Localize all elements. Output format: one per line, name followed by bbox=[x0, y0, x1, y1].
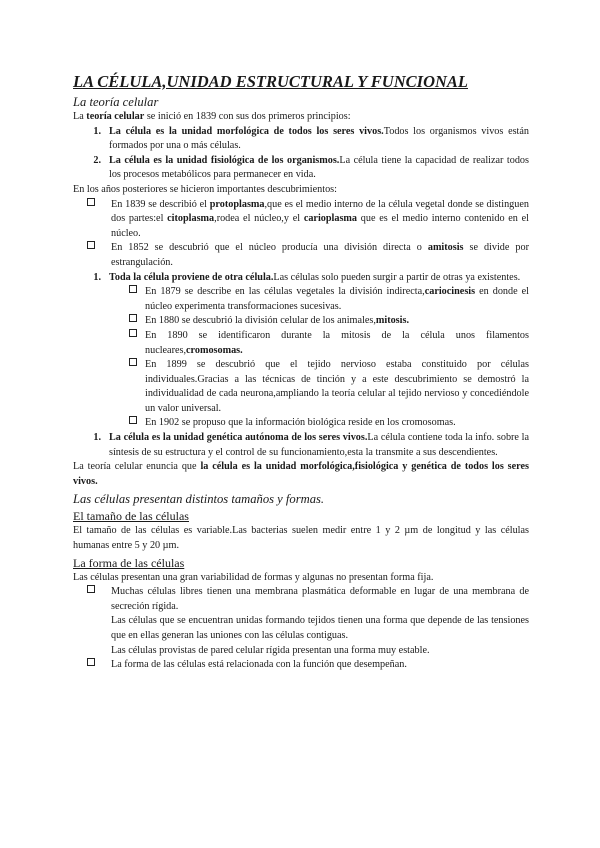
shape-continuation-1: Las células que se encuentran unidas formando tejidos tienen una forma que depende de las tensiones que en ellas generan las uniones con las células contiguas. bbox=[111, 615, 529, 641]
checkbox-bullet-icon bbox=[129, 416, 137, 424]
checkbox-bullet-icon bbox=[87, 585, 95, 593]
subheading-cell-shape: La forma de las células bbox=[73, 555, 185, 570]
section-heading-sizes-shapes: Las células presentan distintos tamaños y formas. bbox=[73, 492, 325, 507]
bullet-membrana: Muchas células libres tienen una membrana plasmática deformable en lugar de una membrana de secreción rígida. bbox=[73, 585, 529, 614]
checkbox-bullet-icon bbox=[87, 198, 95, 206]
checkbox-bullet-icon bbox=[129, 314, 137, 322]
cell-size-paragraph: El tamaño de las células es variable.Las bacterias suelen medir entre 1 y 2 µm de longitud y las células humanas entre 5 y 20 µm. bbox=[73, 525, 529, 552]
checkbox-bullet-icon bbox=[129, 358, 137, 366]
principle-1: 1. La célula es la unidad morfológica de todos los seres vivos.Todos los organismos vivos están formados por una o más células. bbox=[93, 125, 529, 152]
later-discoveries-text: En los años posteriores se hicieron importantes descubrimientos: bbox=[73, 183, 337, 195]
cell-shape-intro: Las células presentan una gran variabilidad de formas y algunas no presentan forma fija. bbox=[73, 571, 434, 583]
bullet-informacion-biologica: En 1902 se propuso que la información biológica reside en los cromosomas. bbox=[73, 416, 529, 431]
bullet-cariocinesis: En 1879 se describe en las células vegetales la división indirecta,cariocinesis en donde el núcleo experimenta transformaciones sucesivas. bbox=[73, 285, 529, 314]
principle-3: 1. Toda la célula proviene de otra célula.Las células solo pueden surgir a partir de otras ya existentes. bbox=[93, 271, 521, 283]
principle-2: 2. La célula es la unidad fisiológica de los organismos.La célula tiene la capacidad de realizar todos los procesos metabólicos para permanecer en vida. bbox=[93, 154, 529, 181]
bullet-cromosomas: En 1890 se identificaron durante la mitosis de la célula unos filamentos nucleares,cromosomas. bbox=[73, 329, 529, 358]
checkbox-bullet-icon bbox=[87, 658, 95, 666]
bullet-forma-funcion: La forma de las células está relacionada con la función que desempeñan. bbox=[73, 658, 529, 673]
intro-paragraph: La teoría celular se inició en 1839 con sus dos primeros principios: bbox=[73, 111, 351, 122]
subheading-cell-size: El tamaño de las células bbox=[73, 509, 189, 524]
principle-4: 1. La célula es la unidad genética autónoma de los seres vivos.La célula contiene toda la info. sobre la síntesis de su estructura y el control de su funcionamiento,esta la transmite a sus descendientes. bbox=[93, 432, 529, 458]
bullet-mitosis: En 1880 se descubrió la división celular de los animales,mitosis. bbox=[73, 314, 529, 329]
checkbox-bullet-icon bbox=[129, 329, 137, 337]
bullet-amitosis: En 1852 se descubrió que el núcleo producía una división directa o amitosis se divide por estrangulación. bbox=[73, 241, 529, 270]
bullet-protoplasma: En 1839 se describió el protoplasma,que es el medio interno de la célula vegetal donde se distinguen dos partes:el citoplasma,rodea el núcleo,y el carioplasma que es el medio interno contenido en el núcleo. bbox=[73, 198, 529, 242]
bullet-tejido-nervioso: En 1899 se descubrió que el tejido nervioso estaba constituido por células individuales.Gracias a las técnicas de tinción y a este descubrimiento se demostró la individualidad de cada neurona,ampliando la teoría celular al tejido nervioso y concediéndole un valor universal. bbox=[73, 358, 529, 416]
checkbox-bullet-icon bbox=[87, 241, 95, 249]
section-heading-cell-theory: La teoría celular bbox=[73, 95, 159, 109]
document-title: LA CÉLULA,UNIDAD ESTRUCTURAL Y FUNCIONAL bbox=[73, 72, 468, 91]
checkbox-bullet-icon bbox=[129, 285, 137, 293]
document-page bbox=[73, 72, 529, 673]
shape-continuation-2: Las células provistas de pared celular rígida presentan una forma muy estable. bbox=[111, 644, 430, 656]
summary-paragraph: La teoría celular enuncia que la célula es la unidad morfológica,fisiológica y genética de todos los seres vivos. bbox=[73, 461, 529, 487]
